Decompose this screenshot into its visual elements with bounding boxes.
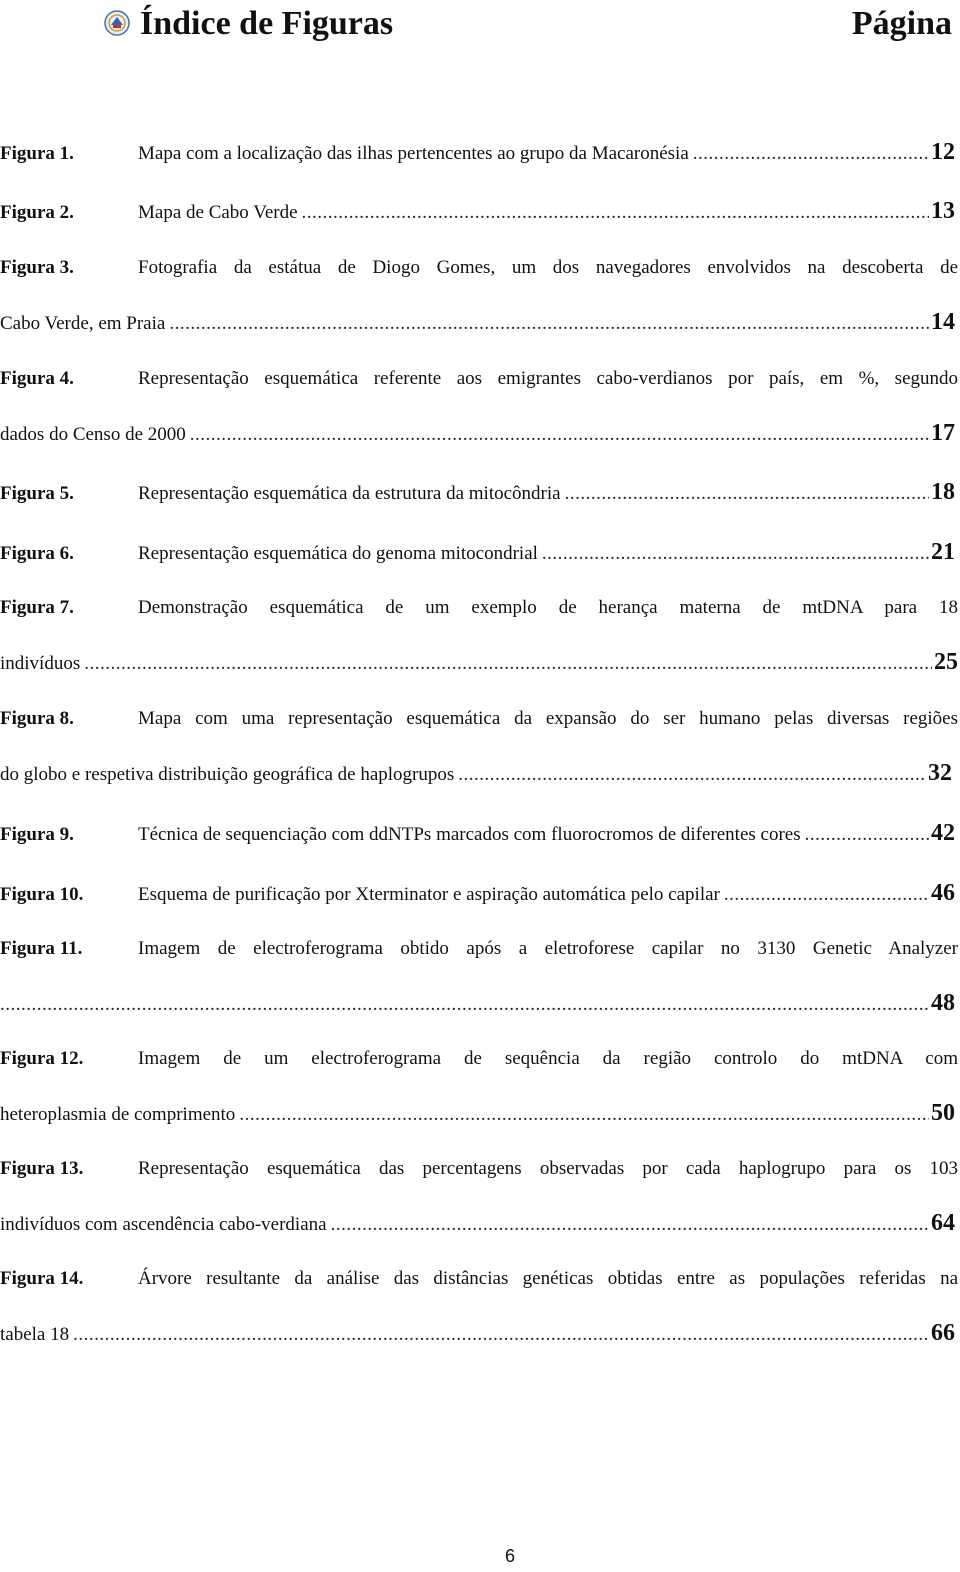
- list-item[interactable]: [0, 704, 958, 734]
- figure-caption: Árvore resultante da análise das distâncias genéticas obtidas entre as populações referidas na: [138, 1268, 958, 1289]
- list-item[interactable]: [0, 477, 955, 507]
- figure-caption: Imagem de electroferograma obtido após a eletroforese capilar no 3130 Genetic Analyzer: [138, 938, 958, 959]
- figure-caption-continued: indivíduos: [0, 653, 81, 674]
- figure-label: Figura 10.: [0, 884, 84, 905]
- figure-caption: Esquema de purificação por Xterminator e aspiração automática pelo capilar: [138, 884, 720, 905]
- list-item[interactable]: [0, 196, 955, 226]
- figure-label: Figura 5.: [0, 483, 74, 504]
- figure-label: Figura 11.: [0, 938, 83, 959]
- dot-leader: [458, 760, 926, 790]
- list-item[interactable]: [0, 1154, 958, 1184]
- figure-label: Figura 4.: [0, 368, 74, 389]
- page-number: 50: [931, 1100, 955, 1126]
- figure-label: Figura 12.: [0, 1048, 84, 1069]
- dot-leader: [565, 479, 929, 509]
- list-item[interactable]: [0, 818, 955, 848]
- dot-leader: [724, 880, 929, 910]
- figure-caption-continued: tabela 18: [0, 1324, 70, 1345]
- figure-caption: Mapa de Cabo Verde: [138, 202, 298, 223]
- figure-caption: Representação esquemática das percentagens observadas por cada haplogrupo para os 103: [138, 1158, 958, 1179]
- figure-caption-continued: Cabo Verde, em Praia: [0, 313, 166, 334]
- figure-label: Figura 2.: [0, 202, 74, 223]
- figure-caption: Mapa com uma representação esquemática da expansão do ser humano pelas diversas regiões: [138, 708, 958, 729]
- figure-label: Figura 3.: [0, 257, 74, 278]
- page-number: 25: [934, 649, 958, 675]
- figure-caption: Fotografia da estátua de Diogo Gomes, um dos navegadores envolvidos na descoberta de: [138, 257, 958, 278]
- page-number: 12: [931, 139, 955, 165]
- page-number: 46: [931, 880, 955, 906]
- figure-label: Figura 6.: [0, 543, 74, 564]
- list-item[interactable]: [0, 593, 958, 623]
- dot-leader: [302, 198, 929, 228]
- figure-label: Figura 8.: [0, 708, 74, 729]
- list-item[interactable]: [0, 1044, 958, 1074]
- list-item[interactable]: [0, 878, 955, 908]
- list-item[interactable]: [0, 137, 955, 167]
- page-number: 13: [931, 198, 955, 224]
- page-number: 64: [931, 1210, 955, 1236]
- page-number: 18: [931, 479, 955, 505]
- page-footer-number: 6: [504, 1546, 515, 1566]
- dot-leader: [84, 649, 932, 679]
- list-item-continuation[interactable]: [0, 418, 955, 448]
- dot-leader: [190, 420, 929, 450]
- list-item[interactable]: [0, 934, 958, 964]
- list-item-continuation[interactable]: [0, 307, 955, 337]
- list-item[interactable]: [0, 1264, 958, 1294]
- figure-caption: Mapa com a localização das ilhas pertencentes ao grupo da Macaronésia: [138, 143, 689, 164]
- list-item[interactable]: [0, 364, 958, 394]
- page-number: 32: [928, 760, 952, 786]
- figure-label: Figura 14.: [0, 1268, 84, 1289]
- figure-caption-continued: indivíduos com ascendência cabo-verdiana: [0, 1214, 327, 1235]
- figure-label: Figura 7.: [0, 597, 74, 618]
- figure-caption-continued: dados do Censo de 2000: [0, 424, 186, 445]
- list-item-continuation[interactable]: [0, 1318, 955, 1348]
- page-number: 42: [931, 820, 955, 846]
- list-item-continuation[interactable]: [0, 758, 952, 788]
- page-number: 17: [931, 420, 955, 446]
- list-item-continuation[interactable]: [0, 1208, 955, 1238]
- dot-leader: [0, 990, 929, 1020]
- figure-caption: Técnica de sequenciação com ddNTPs marcados com fluorocromos de diferentes cores: [138, 824, 801, 845]
- dot-leader: [693, 139, 929, 169]
- list-item-continuation[interactable]: [0, 1098, 955, 1128]
- figure-caption-continued: heteroplasmia de comprimento: [0, 1104, 236, 1125]
- page-number: 14: [931, 309, 955, 335]
- figure-caption: Demonstração esquemática de um exemplo de herança materna de mtDNA para 18: [138, 597, 958, 618]
- figure-label: Figura 9.: [0, 824, 74, 845]
- figure-caption: Representação esquemática da estrutura da mitocôndria: [138, 483, 561, 504]
- page-column-label: Página: [851, 5, 952, 42]
- figure-caption-continued: do globo e respetiva distribuição geográfica de haplogrupos: [0, 764, 455, 785]
- dot-leader: [169, 309, 929, 339]
- index-header: [0, 0, 960, 50]
- figure-caption: Representação esquemática referente aos emigrantes cabo-verdianos por país, em %, segundo: [138, 368, 958, 389]
- list-item[interactable]: [0, 253, 958, 283]
- page-title: Índice de Figuras: [140, 5, 394, 42]
- page-number: 66: [931, 1320, 955, 1346]
- list-item-continuation[interactable]: [0, 647, 958, 677]
- figure-label: Figura 13.: [0, 1158, 84, 1179]
- page-number: 48: [931, 990, 955, 1016]
- dot-leader: [73, 1320, 929, 1350]
- dot-leader: [331, 1210, 929, 1240]
- page-number: 21: [931, 539, 955, 565]
- dot-leader: [805, 820, 929, 850]
- dot-leader: [239, 1100, 929, 1130]
- list-item[interactable]: [0, 537, 955, 567]
- coat-of-arms-icon: [104, 10, 130, 36]
- figure-caption: Representação esquemática do genoma mitocondrial: [138, 543, 538, 564]
- dot-leader: [542, 539, 929, 569]
- figure-caption: Imagem de um electroferograma de sequência da região controlo do mtDNA com: [138, 1048, 958, 1069]
- figure-label: Figura 1.: [0, 143, 74, 164]
- list-item-continuation[interactable]: [0, 988, 955, 1018]
